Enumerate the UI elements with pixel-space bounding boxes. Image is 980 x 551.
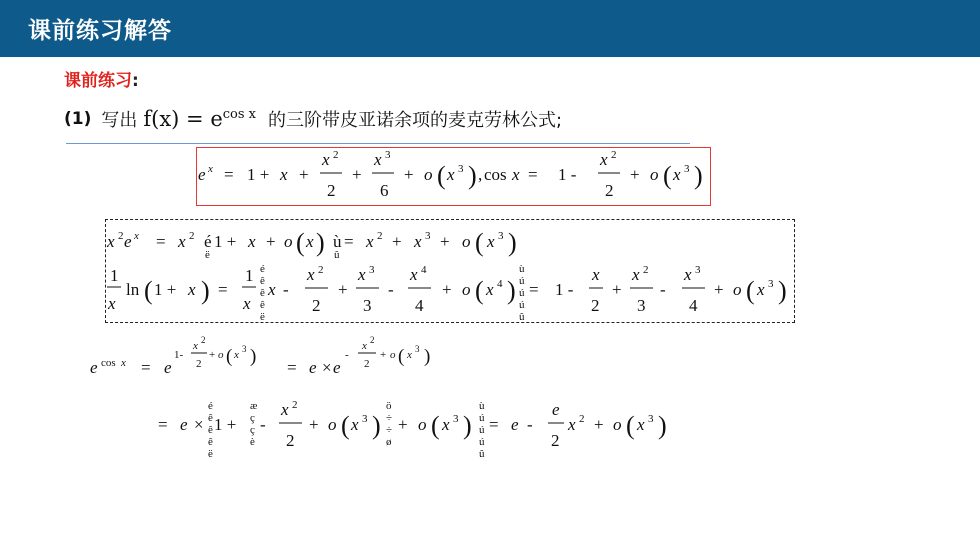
svg-text:(: (: [475, 228, 484, 257]
svg-text:x: x: [188, 280, 196, 299]
svg-text:o: o: [650, 165, 659, 184]
svg-text:x: x: [684, 265, 692, 284]
svg-text:(: (: [144, 276, 153, 305]
svg-text:o: o: [390, 349, 396, 361]
svg-text:1 -: 1 -: [558, 165, 577, 184]
svg-text:): ): [201, 276, 210, 305]
svg-text:x: x: [306, 232, 314, 251]
svg-text:cos: cos: [101, 357, 116, 369]
svg-text:ö: ö: [386, 400, 392, 412]
svg-text:x: x: [243, 294, 251, 313]
svg-text:-: -: [283, 280, 289, 299]
svg-text:x: x: [632, 265, 640, 284]
svg-text:): ): [507, 276, 516, 305]
svg-text:é: é: [208, 400, 213, 412]
svg-text:ù: ù: [333, 232, 342, 251]
svg-text:3: 3: [242, 344, 247, 354]
svg-text:x: x: [107, 232, 115, 251]
svg-text:3: 3: [684, 163, 690, 175]
svg-text:o: o: [418, 415, 427, 434]
svg-text:+: +: [380, 349, 387, 361]
svg-text:x: x: [351, 415, 359, 434]
svg-text:): ): [778, 276, 787, 305]
svg-text:=: =: [156, 232, 166, 251]
svg-text:-: -: [527, 415, 533, 434]
svg-text:e: e: [309, 358, 317, 377]
svg-text:x: x: [193, 340, 198, 352]
svg-text:e: e: [90, 358, 98, 377]
svg-text:+: +: [440, 232, 450, 251]
svg-text:=: =: [344, 232, 354, 251]
svg-text:2: 2: [292, 399, 298, 411]
svg-text:=: =: [287, 358, 297, 377]
subtitle-label: 课前练习: [64, 71, 132, 91]
svg-text:ù: ù: [479, 400, 485, 412]
svg-text:+: +: [392, 232, 402, 251]
svg-text:e: e: [124, 232, 132, 251]
svg-text:ç: ç: [250, 412, 255, 424]
svg-text:x: x: [414, 232, 422, 251]
svg-text:+: +: [612, 280, 622, 299]
svg-text:3: 3: [637, 296, 646, 315]
svg-text:=: =: [528, 165, 538, 184]
svg-text:x: x: [234, 349, 239, 361]
svg-text:1-: 1-: [174, 349, 184, 361]
svg-text:+: +: [398, 415, 408, 434]
svg-text:+: +: [209, 349, 216, 361]
svg-text:x: x: [757, 280, 765, 299]
svg-text:×: ×: [322, 358, 332, 377]
svg-text:x: x: [208, 163, 213, 175]
svg-text:): ): [250, 346, 257, 367]
svg-text:x: x: [307, 265, 315, 284]
svg-text:e: e: [333, 358, 341, 377]
svg-text:x: x: [134, 230, 139, 242]
svg-text:2: 2: [201, 335, 206, 345]
svg-text:3: 3: [415, 344, 420, 354]
svg-text:e: e: [198, 165, 206, 184]
svg-text:2: 2: [327, 181, 336, 200]
svg-text:ú: ú: [519, 287, 525, 299]
svg-text:): ): [694, 161, 703, 190]
svg-text:1 +: 1 +: [247, 165, 270, 184]
svg-text:4: 4: [689, 296, 698, 315]
svg-text:2: 2: [643, 264, 649, 276]
svg-text:+: +: [309, 415, 319, 434]
svg-text:ê: ê: [260, 275, 265, 287]
svg-text:-: -: [260, 415, 266, 434]
svg-text:ë: ë: [208, 448, 213, 460]
svg-text:-: -: [388, 280, 394, 299]
svg-text:+: +: [338, 280, 348, 299]
svg-text:2: 2: [286, 431, 295, 450]
svg-text:6: 6: [380, 181, 389, 200]
svg-text:(: (: [296, 228, 305, 257]
svg-text:û: û: [519, 311, 525, 323]
svg-text:+: +: [404, 165, 414, 184]
svg-text:ê: ê: [208, 424, 213, 436]
svg-text:3: 3: [425, 230, 431, 242]
svg-text:x: x: [447, 165, 455, 184]
svg-text:): ): [508, 228, 517, 257]
svg-text:ç: ç: [250, 424, 255, 436]
svg-text:e: e: [180, 415, 188, 434]
svg-text:=: =: [218, 280, 228, 299]
svg-text:x: x: [108, 294, 116, 313]
svg-text:e: e: [552, 400, 560, 419]
svg-text:é: é: [204, 232, 212, 251]
svg-text:ù: ù: [519, 263, 525, 275]
svg-text:3: 3: [695, 264, 701, 276]
svg-text:x: x: [487, 232, 495, 251]
svg-text:(: (: [475, 276, 484, 305]
svg-text:+: +: [266, 232, 276, 251]
composite-row-2: [158, 399, 667, 460]
svg-text:2: 2: [370, 335, 375, 345]
page-title: 课前练习解答: [28, 18, 172, 44]
svg-text:ø: ø: [386, 436, 392, 448]
svg-text:x: x: [442, 415, 450, 434]
svg-text:1 +: 1 +: [214, 415, 237, 434]
svg-text:2: 2: [196, 358, 202, 370]
svg-text:ê: ê: [208, 436, 213, 448]
svg-text:+: +: [714, 280, 724, 299]
svg-text:(: (: [626, 411, 635, 440]
svg-text:é: é: [260, 263, 265, 275]
svg-text:(: (: [746, 276, 755, 305]
svg-text:1: 1: [110, 266, 119, 285]
composite-row-1: [90, 335, 430, 377]
svg-text:x: x: [410, 265, 418, 284]
svg-text:cos: cos: [484, 165, 507, 184]
svg-text:1 -: 1 -: [555, 280, 574, 299]
svg-text:(: (: [663, 161, 672, 190]
svg-text:): ): [468, 161, 477, 190]
svg-text:x: x: [673, 165, 681, 184]
svg-text:×: ×: [194, 415, 204, 434]
svg-text:3: 3: [498, 230, 504, 242]
svg-text:): ): [372, 411, 381, 440]
svg-text:(: (: [226, 346, 233, 367]
svg-text:x: x: [280, 165, 288, 184]
svg-text:û: û: [479, 448, 485, 460]
svg-text:4: 4: [415, 296, 424, 315]
svg-text:2: 2: [377, 230, 383, 242]
svg-text:x: x: [366, 232, 374, 251]
svg-text:÷: ÷: [386, 412, 393, 424]
problem-number: (1): [64, 109, 92, 129]
svg-text:): ): [424, 346, 431, 367]
svg-text:(: (: [398, 346, 405, 367]
svg-text:2: 2: [591, 296, 600, 315]
svg-text:x: x: [637, 415, 645, 434]
svg-text:): ): [316, 228, 325, 257]
svg-text:1 +: 1 +: [214, 232, 237, 251]
svg-text:2: 2: [312, 296, 321, 315]
svg-text:ú: ú: [519, 299, 525, 311]
svg-text:ë: ë: [260, 311, 265, 323]
svg-text:3: 3: [385, 149, 391, 161]
svg-text:ú: ú: [479, 424, 485, 436]
svg-text:x: x: [486, 280, 494, 299]
svg-text:o: o: [424, 165, 433, 184]
expansion-row-2: [107, 263, 787, 323]
svg-text:-: -: [660, 280, 666, 299]
svg-text:): ): [463, 411, 472, 440]
svg-text:û: û: [334, 249, 340, 261]
svg-text:=: =: [141, 358, 151, 377]
svg-text:è: è: [250, 436, 255, 448]
svg-text:æ: æ: [250, 400, 258, 412]
svg-text:ë: ë: [205, 249, 210, 261]
svg-text:o: o: [284, 232, 293, 251]
svg-text:2: 2: [579, 413, 585, 425]
expansion-row-1: [106, 228, 517, 261]
svg-text:x: x: [407, 349, 412, 361]
svg-text:3: 3: [363, 296, 372, 315]
svg-text:4: 4: [421, 264, 427, 276]
svg-text:3: 3: [458, 163, 464, 175]
svg-text:1 +: 1 +: [154, 280, 177, 299]
svg-text:x: x: [374, 150, 382, 169]
svg-text:2: 2: [364, 358, 370, 370]
svg-text:2: 2: [611, 149, 617, 161]
svg-text:=: =: [224, 165, 234, 184]
problem-tail: 的三阶带皮亚诺余项的麦克劳林公式;: [268, 110, 563, 131]
svg-text:x: x: [268, 280, 276, 299]
svg-text:x: x: [592, 265, 600, 284]
formula-base: f(x) = e: [143, 107, 223, 131]
svg-text:x: x: [600, 150, 608, 169]
svg-text:4: 4: [497, 278, 503, 290]
svg-text:x: x: [322, 150, 330, 169]
svg-text:o: o: [328, 415, 337, 434]
svg-text:ê: ê: [260, 299, 265, 311]
svg-text:3: 3: [369, 264, 375, 276]
svg-text:o: o: [462, 280, 471, 299]
svg-text:2: 2: [333, 149, 339, 161]
svg-text:x: x: [281, 400, 289, 419]
svg-text:+: +: [442, 280, 452, 299]
svg-text:x: x: [362, 340, 367, 352]
svg-text:2: 2: [605, 181, 614, 200]
svg-text:÷: ÷: [386, 424, 393, 436]
svg-text:2: 2: [551, 431, 560, 450]
svg-text:ú: ú: [479, 412, 485, 424]
svg-text:ú: ú: [519, 275, 525, 287]
svg-text:ú: ú: [479, 436, 485, 448]
svg-text:e: e: [164, 358, 172, 377]
svg-text:o: o: [462, 232, 471, 251]
svg-text:,: ,: [478, 165, 483, 184]
svg-text:(: (: [431, 411, 440, 440]
svg-text:+: +: [299, 165, 309, 184]
svg-text:+: +: [594, 415, 604, 434]
svg-text:x: x: [358, 265, 366, 284]
svg-text:ê: ê: [208, 412, 213, 424]
svg-text:3: 3: [453, 413, 459, 425]
svg-text:o: o: [218, 349, 224, 361]
svg-text:): ): [658, 411, 667, 440]
svg-text:2: 2: [318, 264, 324, 276]
svg-text:e: e: [511, 415, 519, 434]
svg-text:3: 3: [648, 413, 654, 425]
svg-text:2: 2: [189, 230, 195, 242]
svg-text:ln: ln: [126, 280, 140, 299]
svg-text:=: =: [529, 280, 539, 299]
problem-lead: 写出: [101, 110, 138, 131]
maclaurin-basic-row: [198, 149, 703, 200]
svg-text:x: x: [568, 415, 576, 434]
svg-text:o: o: [613, 415, 622, 434]
svg-text:o: o: [733, 280, 742, 299]
svg-text:(: (: [437, 161, 446, 190]
svg-text:(: (: [341, 411, 350, 440]
svg-text:1: 1: [245, 266, 254, 285]
svg-text:x: x: [248, 232, 256, 251]
svg-text:ê: ê: [260, 287, 265, 299]
subtitle-colon: :: [132, 71, 139, 91]
svg-text:3: 3: [362, 413, 368, 425]
formula-exponent: cos x: [222, 107, 257, 122]
svg-text:x: x: [178, 232, 186, 251]
svg-text:2: 2: [118, 230, 124, 242]
svg-text:+: +: [630, 165, 640, 184]
svg-text:3: 3: [768, 278, 774, 290]
svg-text:=: =: [489, 415, 499, 434]
svg-text:x: x: [512, 165, 520, 184]
svg-text:-: -: [345, 349, 349, 361]
svg-text:=: =: [158, 415, 168, 434]
svg-text:x: x: [121, 357, 126, 369]
svg-text:+: +: [352, 165, 362, 184]
